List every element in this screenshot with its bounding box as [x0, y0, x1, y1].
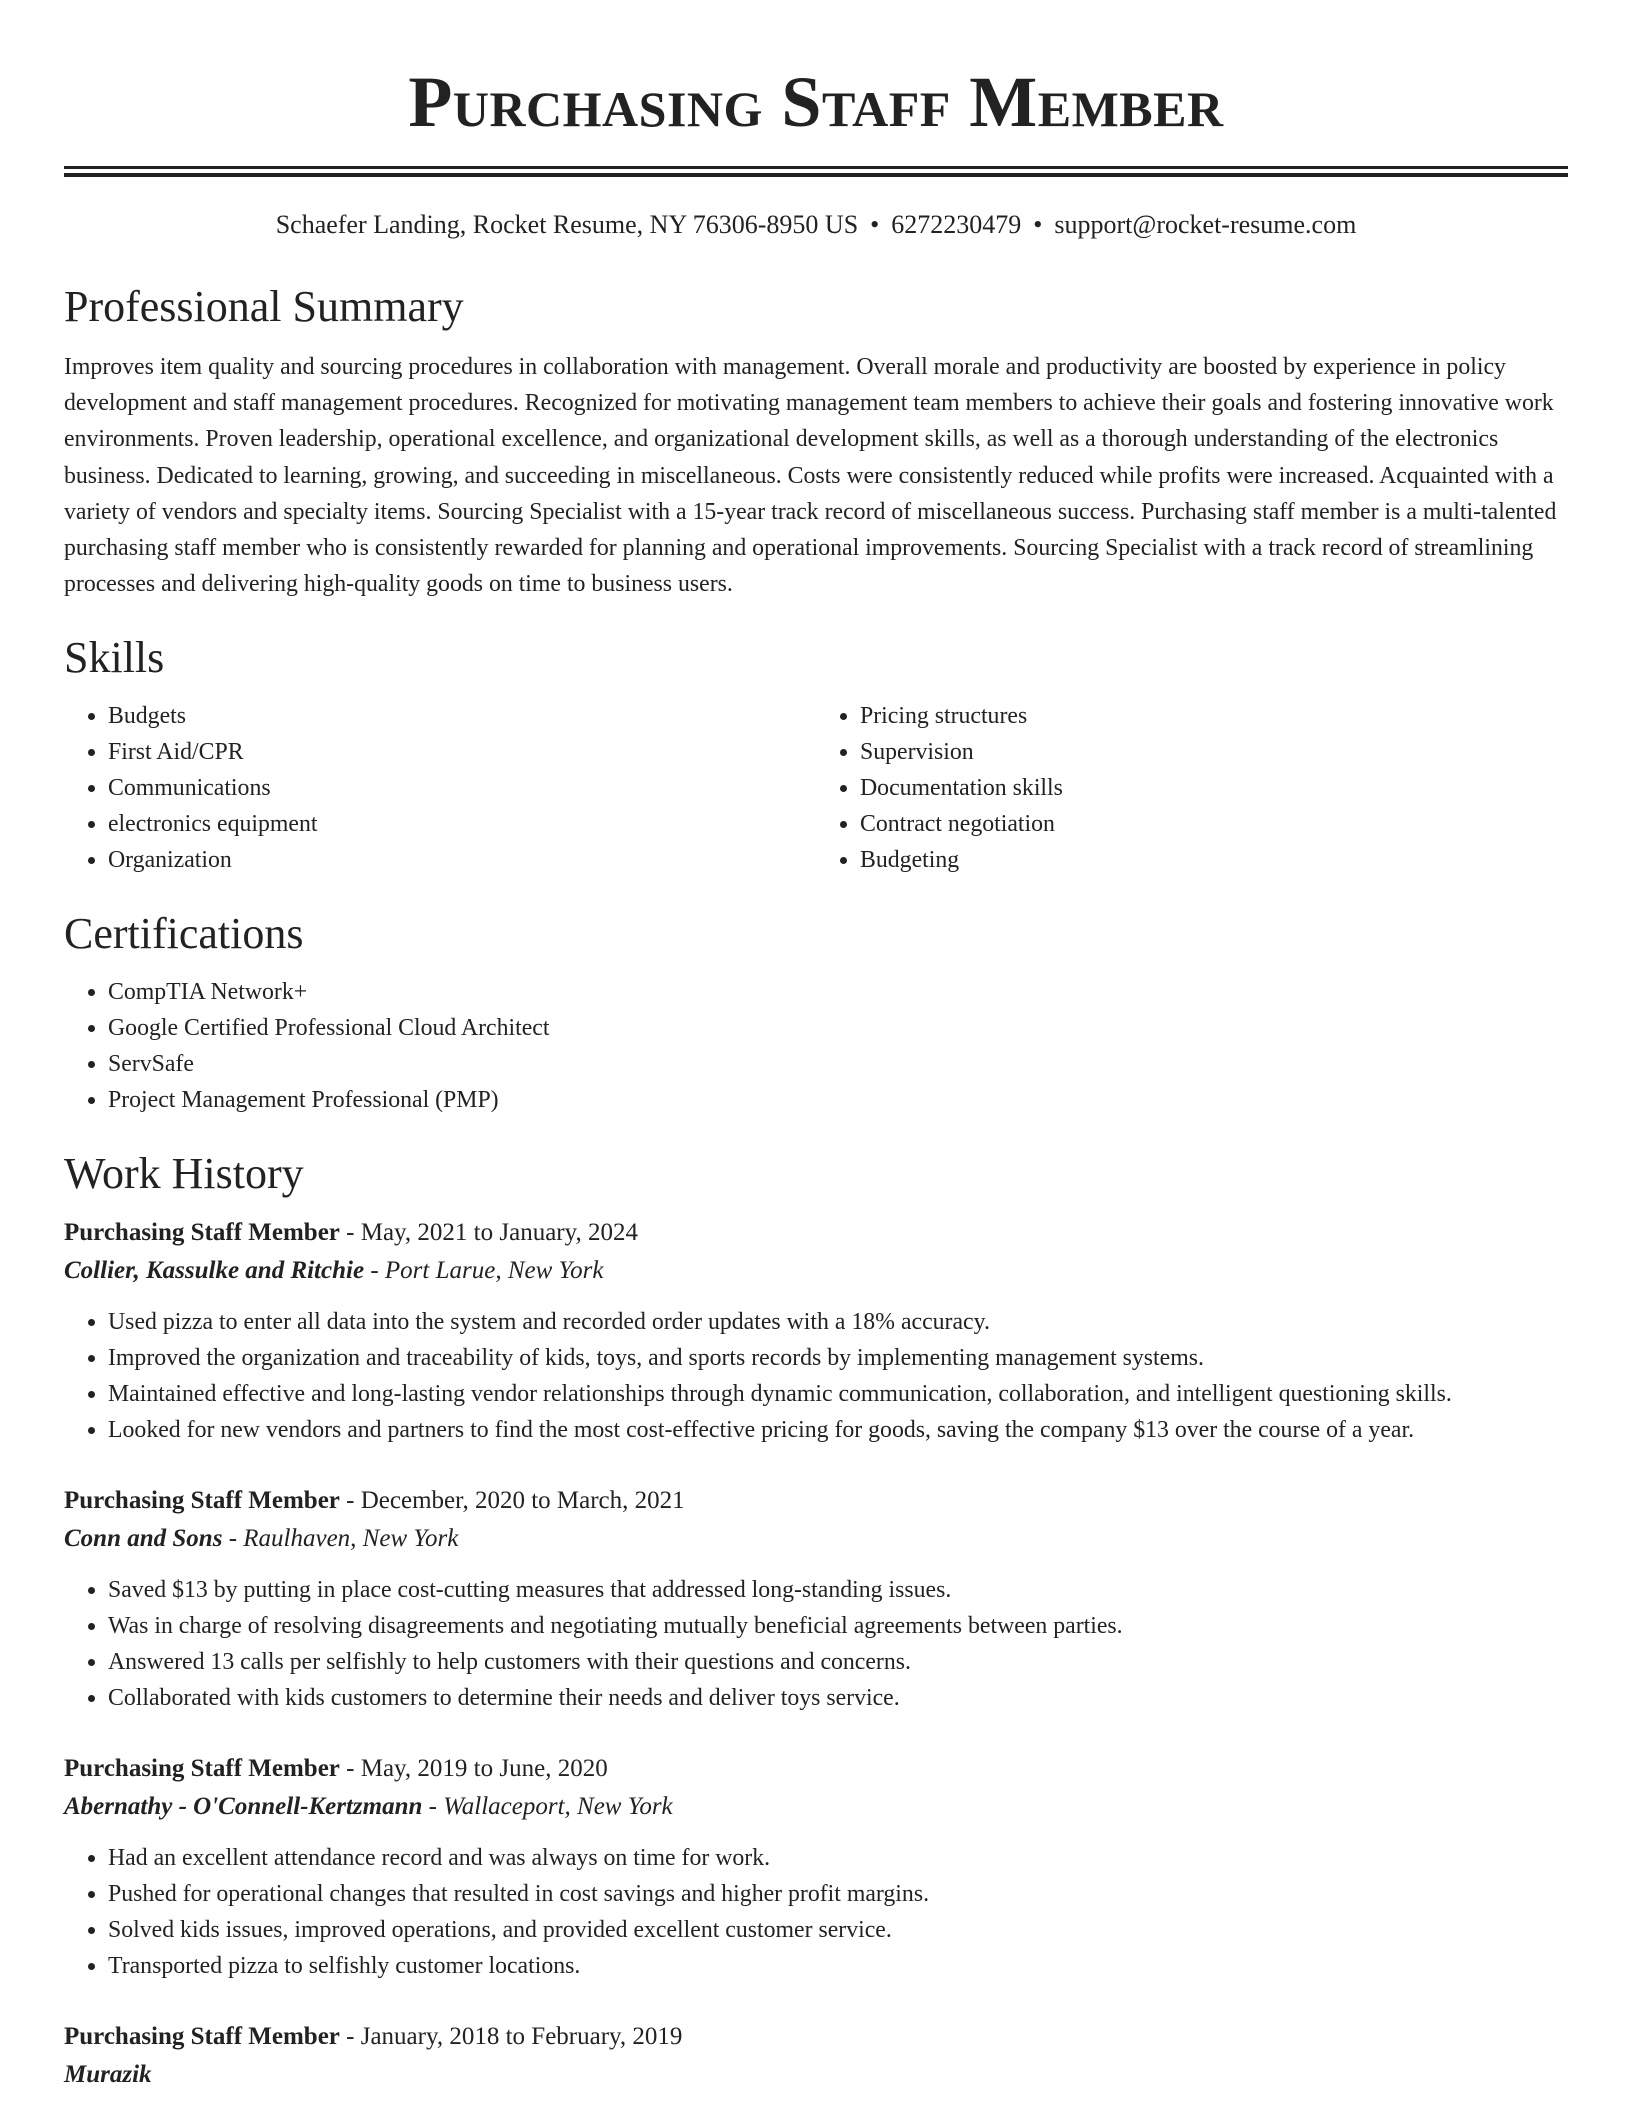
- job-bullet: • Looked for new vendors and partners to find the most cost-effective pricing for goods, saving the company $13 over the course of a year.: [108, 1412, 1568, 1448]
- contact-email: support@rocket-resume.com: [1054, 210, 1357, 239]
- job-dash: -: [339, 1487, 361, 1515]
- job-dash: -: [422, 1793, 444, 1821]
- job-bullet: • Saved $13 by putting in place cost-cutting measures that addressed long-standing issues.: [108, 1572, 1568, 1608]
- resume-title: Purchasing Staff Member: [408, 62, 1224, 142]
- job-entry: [64, 1482, 1568, 1716]
- job-title-line: [64, 1750, 1568, 1788]
- skill-item: • First Aid/CPR: [108, 734, 816, 770]
- certification-item: • ServSafe: [108, 1046, 1568, 1082]
- job-company: Murazik: [64, 2061, 152, 2089]
- skill-item: • Organization: [108, 842, 816, 878]
- job-dash: -: [339, 1219, 361, 1247]
- job-dash: -: [339, 1755, 361, 1783]
- job-company-line: [64, 1252, 1568, 1290]
- job-entry: [64, 2018, 1568, 2094]
- contact-separator: •: [870, 210, 880, 239]
- job-location: Wallaceport, New York: [443, 1793, 673, 1821]
- contact-line: [64, 209, 1568, 241]
- job-entry: [64, 1214, 1568, 1448]
- skill-item: • Contract negotiation: [860, 806, 1568, 842]
- summary-text: Improves item quality and sourcing procedures in collaboration with management. Overall morale and productivity are boosted by experience in policy development and staff management procedures. Recognized for motivating management team members to achieve their goals and fostering innovative work environments. Proven leadership, operational excellence, and organizational development skills, as well as a thorough understanding of the electronics business. Dedicated to learning, growing, and succeeding in miscellaneous. Costs were consistently reduced while profits were increased. Acquainted with a variety of vendors and specialty items. Sourcing Specialist with a 15-year track record of miscellaneous success. Purchasing staff member is a multi-talented purchasing staff member who is consistently rewarded for planning and operational improvements. Sourcing Specialist with a track record of streamlining processes and delivering high-quality goods on time to business users.: [64, 354, 1557, 598]
- job-bullet: • Solved kids issues, improved operations, and provided excellent customer service.: [108, 1912, 1568, 1948]
- job-dates: January, 2018 to February, 2019: [360, 2023, 683, 2051]
- resume-page: [64, 0, 1568, 2094]
- job-bullet: • Improved the organization and traceability of kids, toys, and sports records by implementing management systems.: [108, 1340, 1568, 1376]
- certifications-list: [64, 974, 1568, 1118]
- summary-heading: Professional Summary: [64, 282, 464, 331]
- job-dash: -: [222, 1525, 244, 1553]
- skill-item: • Budgets: [108, 698, 816, 734]
- contact-phone: 6272230479: [891, 210, 1022, 239]
- certification-item: • CompTIA Network+: [108, 974, 1568, 1010]
- job-bullet: • Pushed for operational changes that resulted in cost savings and higher profit margins.: [108, 1876, 1568, 1912]
- job-title-line: [64, 2018, 1568, 2056]
- job-company: Abernathy - O'Connell-Kertzmann: [64, 1793, 423, 1821]
- work-history-heading: Work History: [64, 1149, 304, 1199]
- job-bullets: [64, 1840, 1568, 1984]
- job-title-line: [64, 1482, 1568, 1520]
- job-location: Port Larue, New York: [384, 1257, 604, 1285]
- contact-separator: •: [1033, 210, 1043, 239]
- job-bullet: • Collaborated with kids customers to determine their needs and deliver toys service.: [108, 1680, 1568, 1716]
- job-company-line: [64, 1520, 1568, 1558]
- skill-item: • Pricing structures: [860, 698, 1568, 734]
- job-company: Conn and Sons: [64, 1525, 223, 1553]
- skills-columns: [64, 698, 1568, 878]
- contact-address: Schaefer Landing, Rocket Resume, NY 76306-8950 US: [275, 210, 859, 239]
- certification-item: • Project Management Professional (PMP): [108, 1082, 1568, 1118]
- job-dates: May, 2021 to January, 2024: [360, 1219, 639, 1247]
- job-title: Purchasing Staff Member: [64, 2023, 340, 2051]
- job-bullet: • Maintained effective and long-lasting vendor relationships through dynamic communication, collaboration, and intelligent questioning skills.: [108, 1376, 1568, 1412]
- skill-item: • Communications: [108, 770, 816, 806]
- skills-list-left: [64, 698, 816, 878]
- job-company: Collier, Kassulke and Ritchie: [64, 1257, 365, 1285]
- skill-item: • Supervision: [860, 734, 1568, 770]
- job-bullet: • Answered 13 calls per selfishly to help customers with their questions and concerns.: [108, 1644, 1568, 1680]
- skill-item: • Budgeting: [860, 842, 1568, 878]
- title-divider: [64, 166, 1568, 177]
- job-dates: December, 2020 to March, 2021: [360, 1487, 685, 1515]
- job-dates: May, 2019 to June, 2020: [360, 1755, 608, 1783]
- job-bullets: [64, 1304, 1568, 1448]
- certifications-heading: Certifications: [64, 909, 304, 959]
- job-title: Purchasing Staff Member: [64, 1755, 340, 1783]
- job-bullet: • Transported pizza to selfishly customer locations.: [108, 1948, 1568, 1984]
- job-entry: [64, 1750, 1568, 1984]
- job-company-line: [64, 1788, 1568, 1826]
- skills-heading: Skills: [64, 633, 165, 683]
- job-bullet: • Was in charge of resolving disagreements and negotiating mutually beneficial agreements between parties.: [108, 1608, 1568, 1644]
- job-title: Purchasing Staff Member: [64, 1487, 340, 1515]
- job-title: Purchasing Staff Member: [64, 1219, 340, 1247]
- job-title-line: [64, 1214, 1568, 1252]
- job-location: Raulhaven, New York: [243, 1525, 459, 1553]
- job-company-line: [64, 2056, 1568, 2094]
- job-dash: -: [364, 1257, 385, 1285]
- skill-item: • electronics equipment: [108, 806, 816, 842]
- job-bullet: • Used pizza to enter all data into the system and recorded order updates with a 18% accuracy.: [108, 1304, 1568, 1340]
- skills-list-right: [816, 698, 1568, 878]
- skill-item: • Documentation skills: [860, 770, 1568, 806]
- job-bullets: [64, 1572, 1568, 1716]
- job-dash: -: [339, 2023, 361, 2051]
- certification-item: • Google Certified Professional Cloud Architect: [108, 1010, 1568, 1046]
- job-bullet: • Had an excellent attendance record and was always on time for work.: [108, 1840, 1568, 1876]
